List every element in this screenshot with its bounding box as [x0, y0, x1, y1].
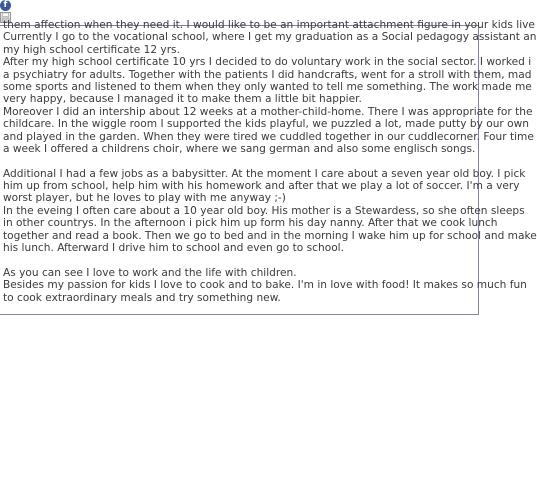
text-line: and played in the garden. When they were tired we cuddled together in our cuddlecorner. Four time — [3, 130, 534, 143]
text-line: a psychiatry for adults. Together with the patients I did handcrafts, went for a stroll with them, mad — [3, 68, 532, 81]
text-line: worst player, but he loves to play with me anyway ;-) — [3, 192, 286, 205]
text-line: Moreover I did an intership about 12 weeks at a mother-child-home. There I was appropriate for the — [3, 105, 533, 118]
text-line: him up from school, help him with his homework and after that we play a lot of soccer. I'm a very — [3, 180, 520, 193]
blank-line — [3, 155, 523, 167]
text-line: my high school certificate 12 yrs. — [3, 43, 180, 56]
text-line: a week I offered a childrens choir, where we sang german and also some englisch songs. — [3, 142, 476, 155]
text-line: in other countrys. In the afternoon i pick him up form his day nanny. After that we cook lunch — [3, 217, 498, 230]
text-line: some sports and listened to them when they only wanted to tell me something. The work made me — [3, 80, 532, 93]
text-line: his lunch. Afterward I drive him to school and even go to school. — [3, 242, 344, 255]
text-line: Besides my passion for kids I love to cook and to bake. I'm in love with food! It makes so much fun — [3, 279, 527, 292]
letter-text — [3, 19, 537, 304]
text-line: After my high school certificate 10 yrs I decided to do voluntary work in the social sector. I worked i — [3, 56, 532, 69]
blank-line — [3, 254, 523, 266]
text-line: very happy, because I managed it to make them a little bit happier. — [3, 93, 362, 106]
text-line: together and read a book. Then we go to bed and in the morning I wake him up for school and make — [3, 229, 537, 242]
text-panel[interactable] — [0, 19, 537, 315]
text-line: childcare. In the wiggle room I supported the kids playful, we puzzled a lot, made putty by our own — [3, 118, 530, 131]
text-line: Currently I go to the vocational school, where I get my graduation as a Social pedagogy assistant an — [3, 31, 537, 44]
text-line: As you can see I love to work and the life with children. — [3, 266, 297, 279]
text-line: them affection when they need it. I would like to be an important attachment figure in your kids live — [3, 19, 535, 31]
text-line: In the eveing I often care about a 10 year old boy. His mother is a Stewardess, so she often sleeps — [3, 204, 525, 217]
text-line: to cook extraordinary meals and try something new. — [3, 291, 281, 304]
text-line: Additional I had a few jobs as a babysitter. At the moment I care about a seven year old boy. I pick — [3, 167, 526, 180]
facebook-icon[interactable]: f — [0, 0, 11, 11]
